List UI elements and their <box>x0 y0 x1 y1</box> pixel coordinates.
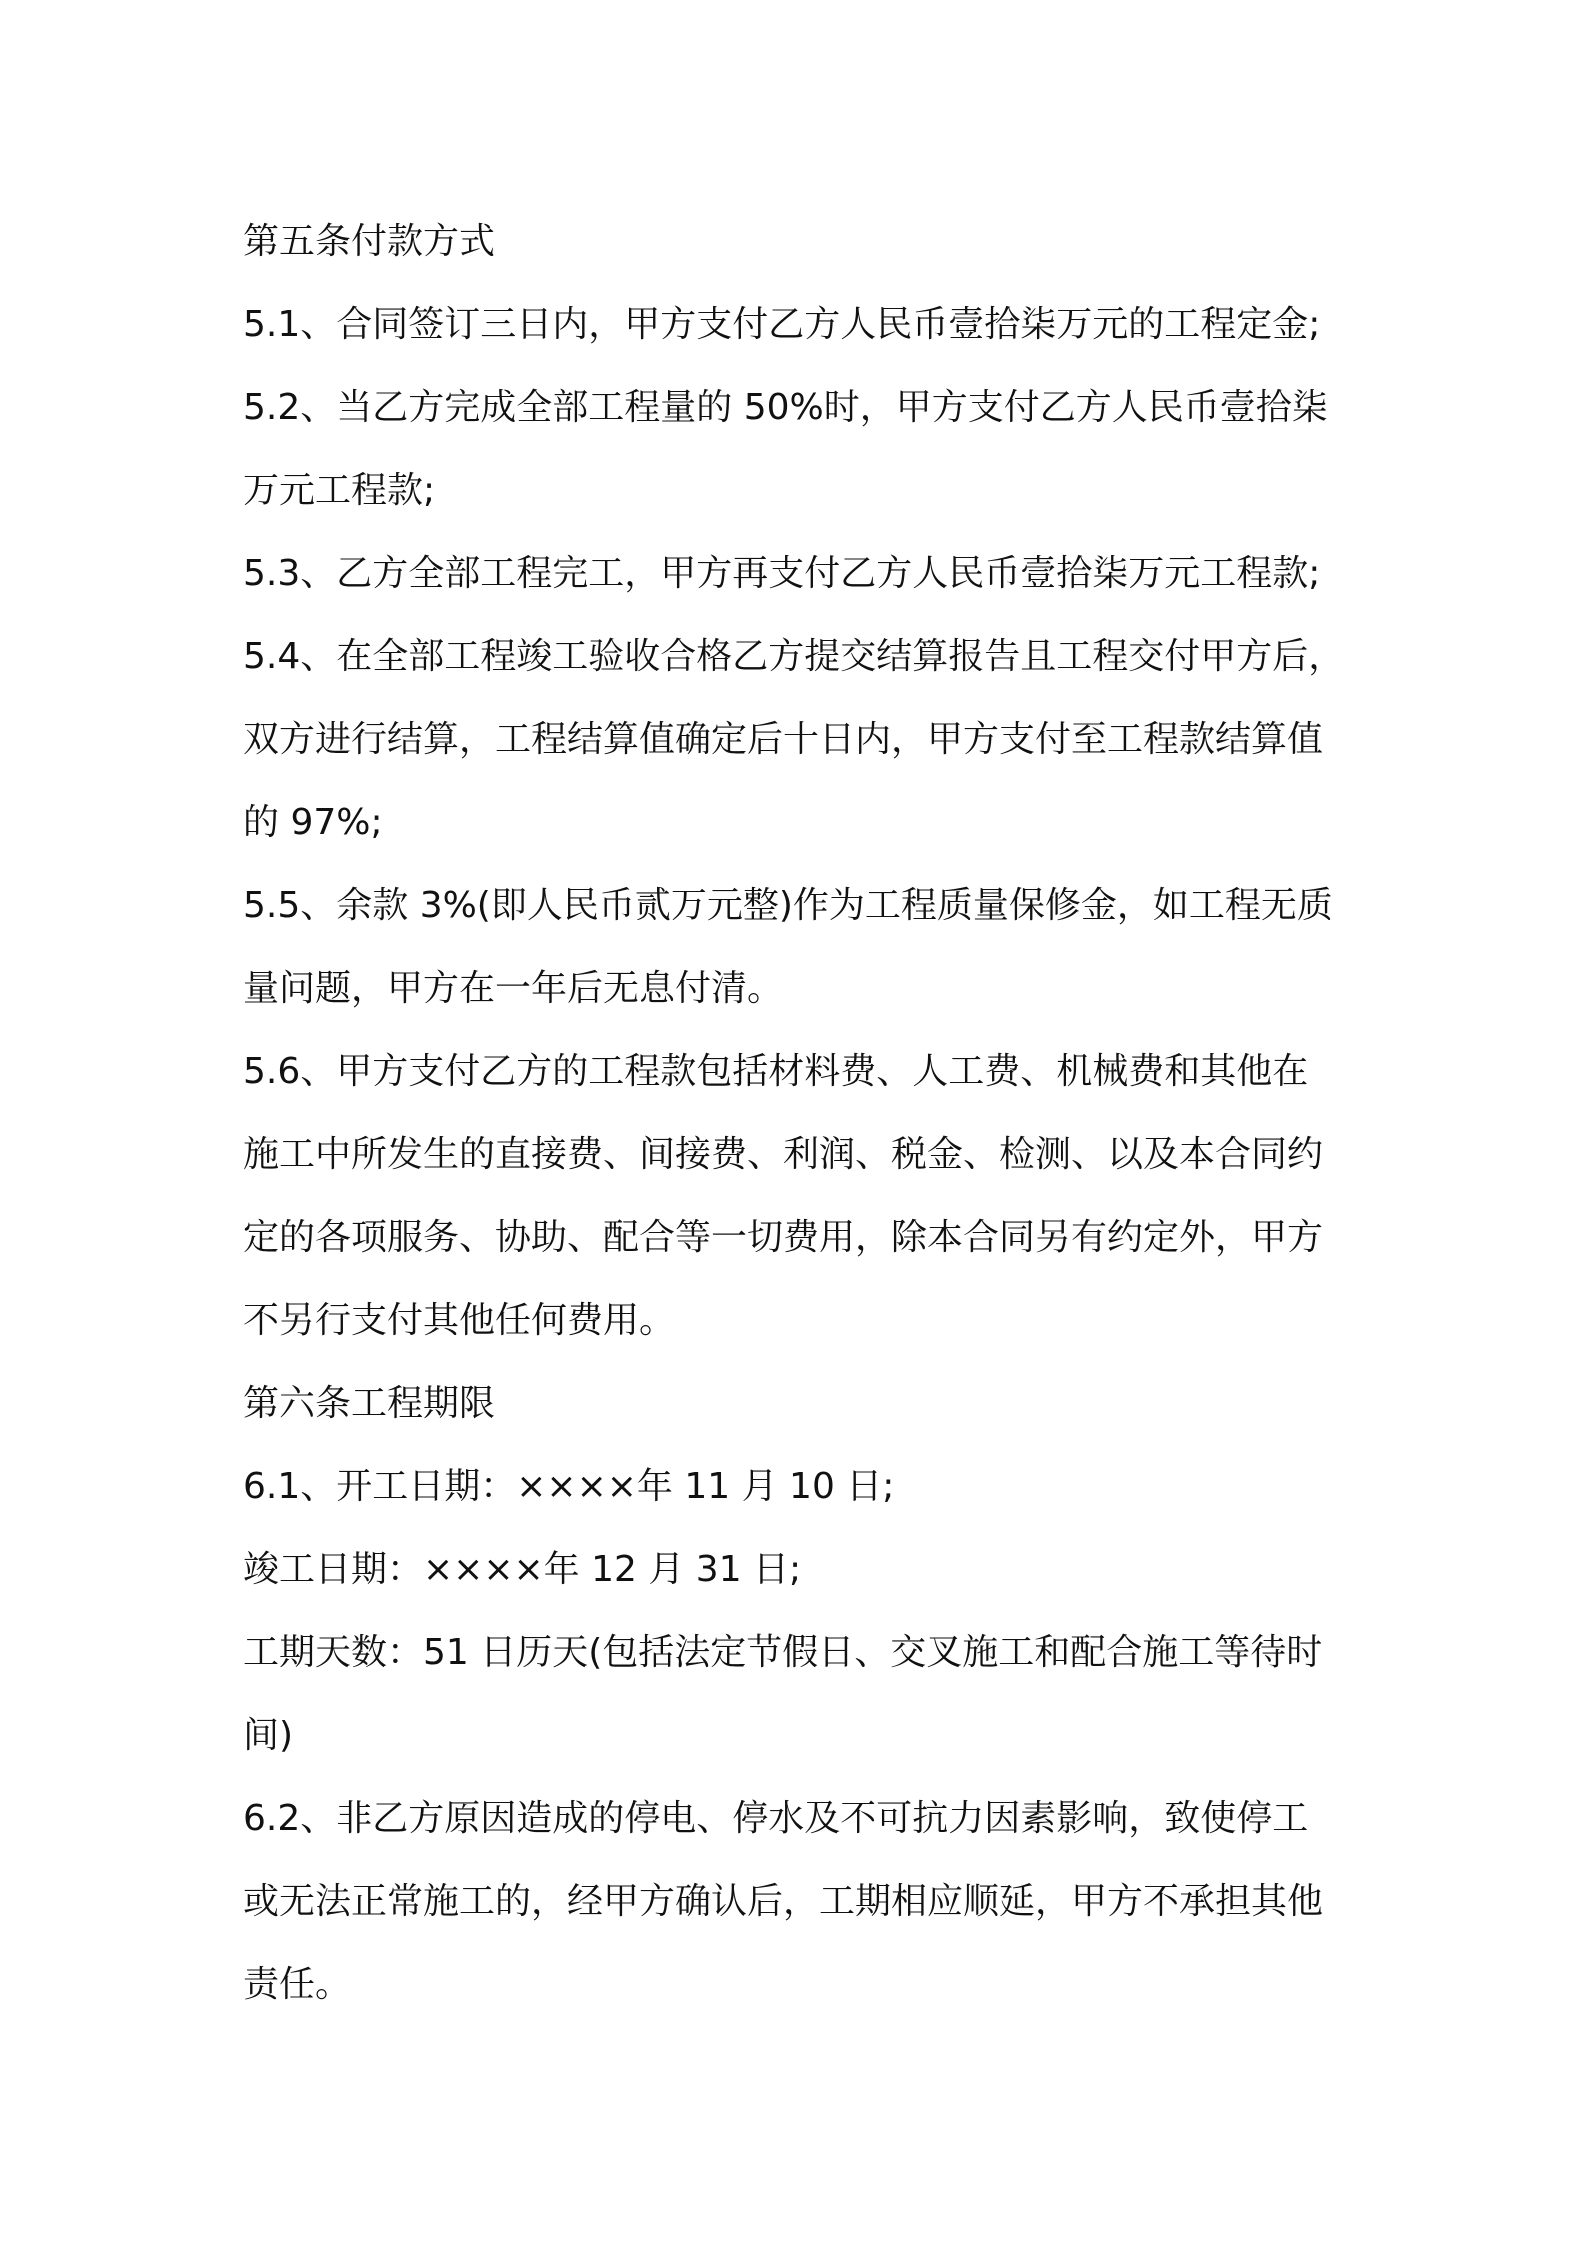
clause-6-1-duration-line-2: 间) <box>243 1715 294 1756</box>
clause-5-2-line-2: 万元工程款; <box>243 470 436 511</box>
clause-5-2-line-1: 5.2、当乙方完成全部工程量的 50%时，甲方支付乙方人民币壹拾柒 <box>243 387 1328 428</box>
clause-5-6-line-1: 5.6、甲方支付乙方的工程款包括材料费、人工费、机械费和其他在 <box>243 1051 1309 1092</box>
clause-5-6-line-3: 定的各项服务、协助、配合等一切费用，除本合同另有约定外，甲方 <box>243 1217 1324 1258</box>
clause-6-1-completion-date: 竣工日期：××××年 12 月 31 日; <box>243 1549 802 1590</box>
clause-6-1-start-date: 6.1、开工日期：××××年 11 月 10 日; <box>243 1466 895 1507</box>
clause-5-4-line-2: 双方进行结算，工程结算值确定后十日内，甲方支付至工程款结算值 <box>243 719 1324 760</box>
clause-5-1: 5.1、合同签订三日内，甲方支付乙方人民币壹拾柒万元的工程定金; <box>243 304 1321 345</box>
clause-5-3: 5.3、乙方全部工程完工，甲方再支付乙方人民币壹拾柒万元工程款; <box>243 553 1321 594</box>
clause-5-4-line-3: 的 97%; <box>243 802 383 843</box>
clause-5-5-line-1: 5.5、余款 3%(即人民币贰万元整)作为工程质量保修金，如工程无质 <box>243 885 1333 926</box>
section-heading-payment: 第五条付款方式 <box>243 221 496 262</box>
clause-5-6-line-4: 不另行支付其他任何费用。 <box>243 1300 676 1341</box>
clause-6-2-line-2: 或无法正常施工的，经甲方确认后，工期相应顺延，甲方不承担其他 <box>243 1881 1324 1922</box>
section-heading-schedule: 第六条工程期限 <box>243 1383 496 1424</box>
clause-6-1-duration-line-1: 工期天数：51 日历天(包括法定节假日、交叉施工和配合施工等待时 <box>243 1632 1323 1673</box>
clause-6-2-line-1: 6.2、非乙方原因造成的停电、停水及不可抗力因素影响，致使停工 <box>243 1798 1309 1839</box>
clause-5-5-line-2: 量问题，甲方在一年后无息付清。 <box>243 968 784 1009</box>
clause-5-6-line-2: 施工中所发生的直接费、间接费、利润、税金、检测、以及本合同约 <box>243 1134 1324 1175</box>
clause-5-4-line-1: 5.4、在全部工程竣工验收合格乙方提交结算报告且工程交付甲方后， <box>243 636 1345 677</box>
document-body <box>243 200 1363 2026</box>
clause-6-2-line-3: 责任。 <box>243 1964 352 2005</box>
